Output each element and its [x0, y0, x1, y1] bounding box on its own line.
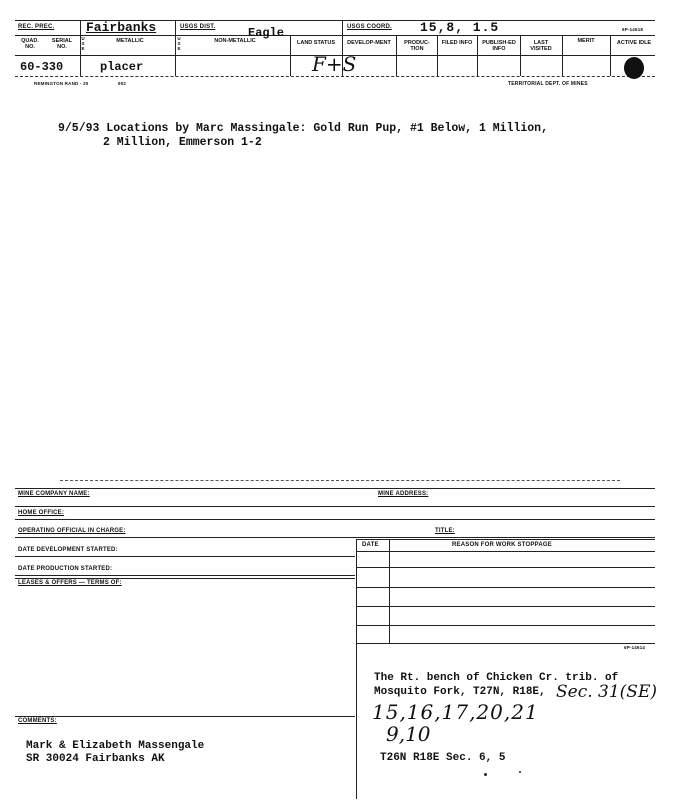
- date-col-header: DATE: [362, 542, 379, 548]
- reason-col-header: REASON FOR WORK STOPPAGE: [452, 542, 552, 548]
- col-quad-no: QUAD. NO.: [21, 38, 39, 50]
- form-code: 6P-14618: [622, 27, 644, 32]
- usgs-coord-value: 15,8, 1.5: [420, 20, 500, 35]
- location-handwritten-sections-list: 15,16,17,20,21: [372, 700, 539, 724]
- note-line-1: 9/5/93 Locations by Marc Massingale: Gold Run Pup, #1 Below, 1 Million,: [58, 122, 548, 135]
- rec-prec-label: REC. PREC.: [18, 24, 55, 30]
- usgs-dist-value: Eagle: [248, 26, 285, 40]
- note-line-2: 2 Million, Emmerson 1-2: [103, 136, 262, 149]
- home-office-label: HOME OFFICE:: [18, 510, 65, 516]
- usgs-dist-label: USGS DIST.: [180, 24, 216, 30]
- form-code-2: 6P-14614: [624, 645, 646, 650]
- col-production: PRODUC-TION: [404, 40, 430, 52]
- location-handwritten-sections-more: 9,10: [386, 722, 431, 746]
- col-use-2: U S E: [177, 36, 181, 51]
- col-land-status: LAND STATUS: [297, 40, 335, 46]
- operating-official-label: OPERATING OFFICIAL IN CHARGE:: [18, 528, 126, 534]
- col-last-visited: LAST VISITED: [530, 40, 552, 52]
- quad-serial-value: 60-330: [20, 60, 64, 74]
- footer-left-label: REMINGTON RAND - 20: [34, 81, 89, 86]
- date-development-started-label: DATE DEVELOPMENT STARTED:: [18, 547, 118, 553]
- rec-prec-value: Fairbanks: [86, 20, 157, 35]
- location-line-1: The Rt. bench of Chicken Cr. trib. of: [374, 672, 619, 684]
- footer-left-code: 902: [118, 81, 127, 86]
- scan-speck: [519, 771, 521, 773]
- owner-line-1: Mark & Elizabeth Massengale: [26, 740, 205, 752]
- col-merit: MERIT: [577, 38, 595, 44]
- metallic-value: placer: [100, 60, 144, 74]
- col-development: DEVELOP-MENT: [347, 40, 391, 46]
- date-production-started-label: DATE PRODUCTION STARTED:: [18, 566, 113, 572]
- col-non-metallic: NON-METALLIC: [214, 38, 256, 44]
- mine-company-name-label: MINE COMPANY NAME:: [18, 491, 90, 497]
- col-filed-info: FILED INFO: [441, 40, 473, 46]
- col-published-info: PUBLISH-ED INFO: [482, 40, 516, 52]
- col-serial-no: SERIAL NO.: [51, 38, 73, 50]
- comments-label: COMMENTS:: [18, 718, 57, 724]
- col-use-1: U S E: [81, 36, 85, 51]
- col-metallic: METALLIC: [116, 38, 144, 44]
- usgs-coord-label: USGS COORD.: [347, 24, 392, 30]
- location-line-5: T26N R18E Sec. 6, 5: [380, 752, 506, 764]
- footer-right-label: TERRITORIAL DEPT. OF MINES: [508, 81, 588, 87]
- owner-line-2: SR 30024 Fairbanks AK: [26, 753, 165, 765]
- mine-address-label: MINE ADDRESS:: [378, 491, 429, 497]
- location-handwritten-section: Sec. 31(SE): [556, 682, 657, 702]
- leases-offers-label: LEASES & OFFERS — TERMS OF:: [18, 580, 122, 586]
- location-line-2: Mosquito Fork, T27N, R18E,: [374, 686, 546, 698]
- active-idle-punch-mark: [624, 57, 644, 79]
- scan-speck: [484, 773, 487, 776]
- title-label: TITLE:: [435, 528, 455, 534]
- land-status-handwritten: F+S: [312, 52, 357, 76]
- col-active-idle: ACTIVE IDLE: [616, 40, 652, 46]
